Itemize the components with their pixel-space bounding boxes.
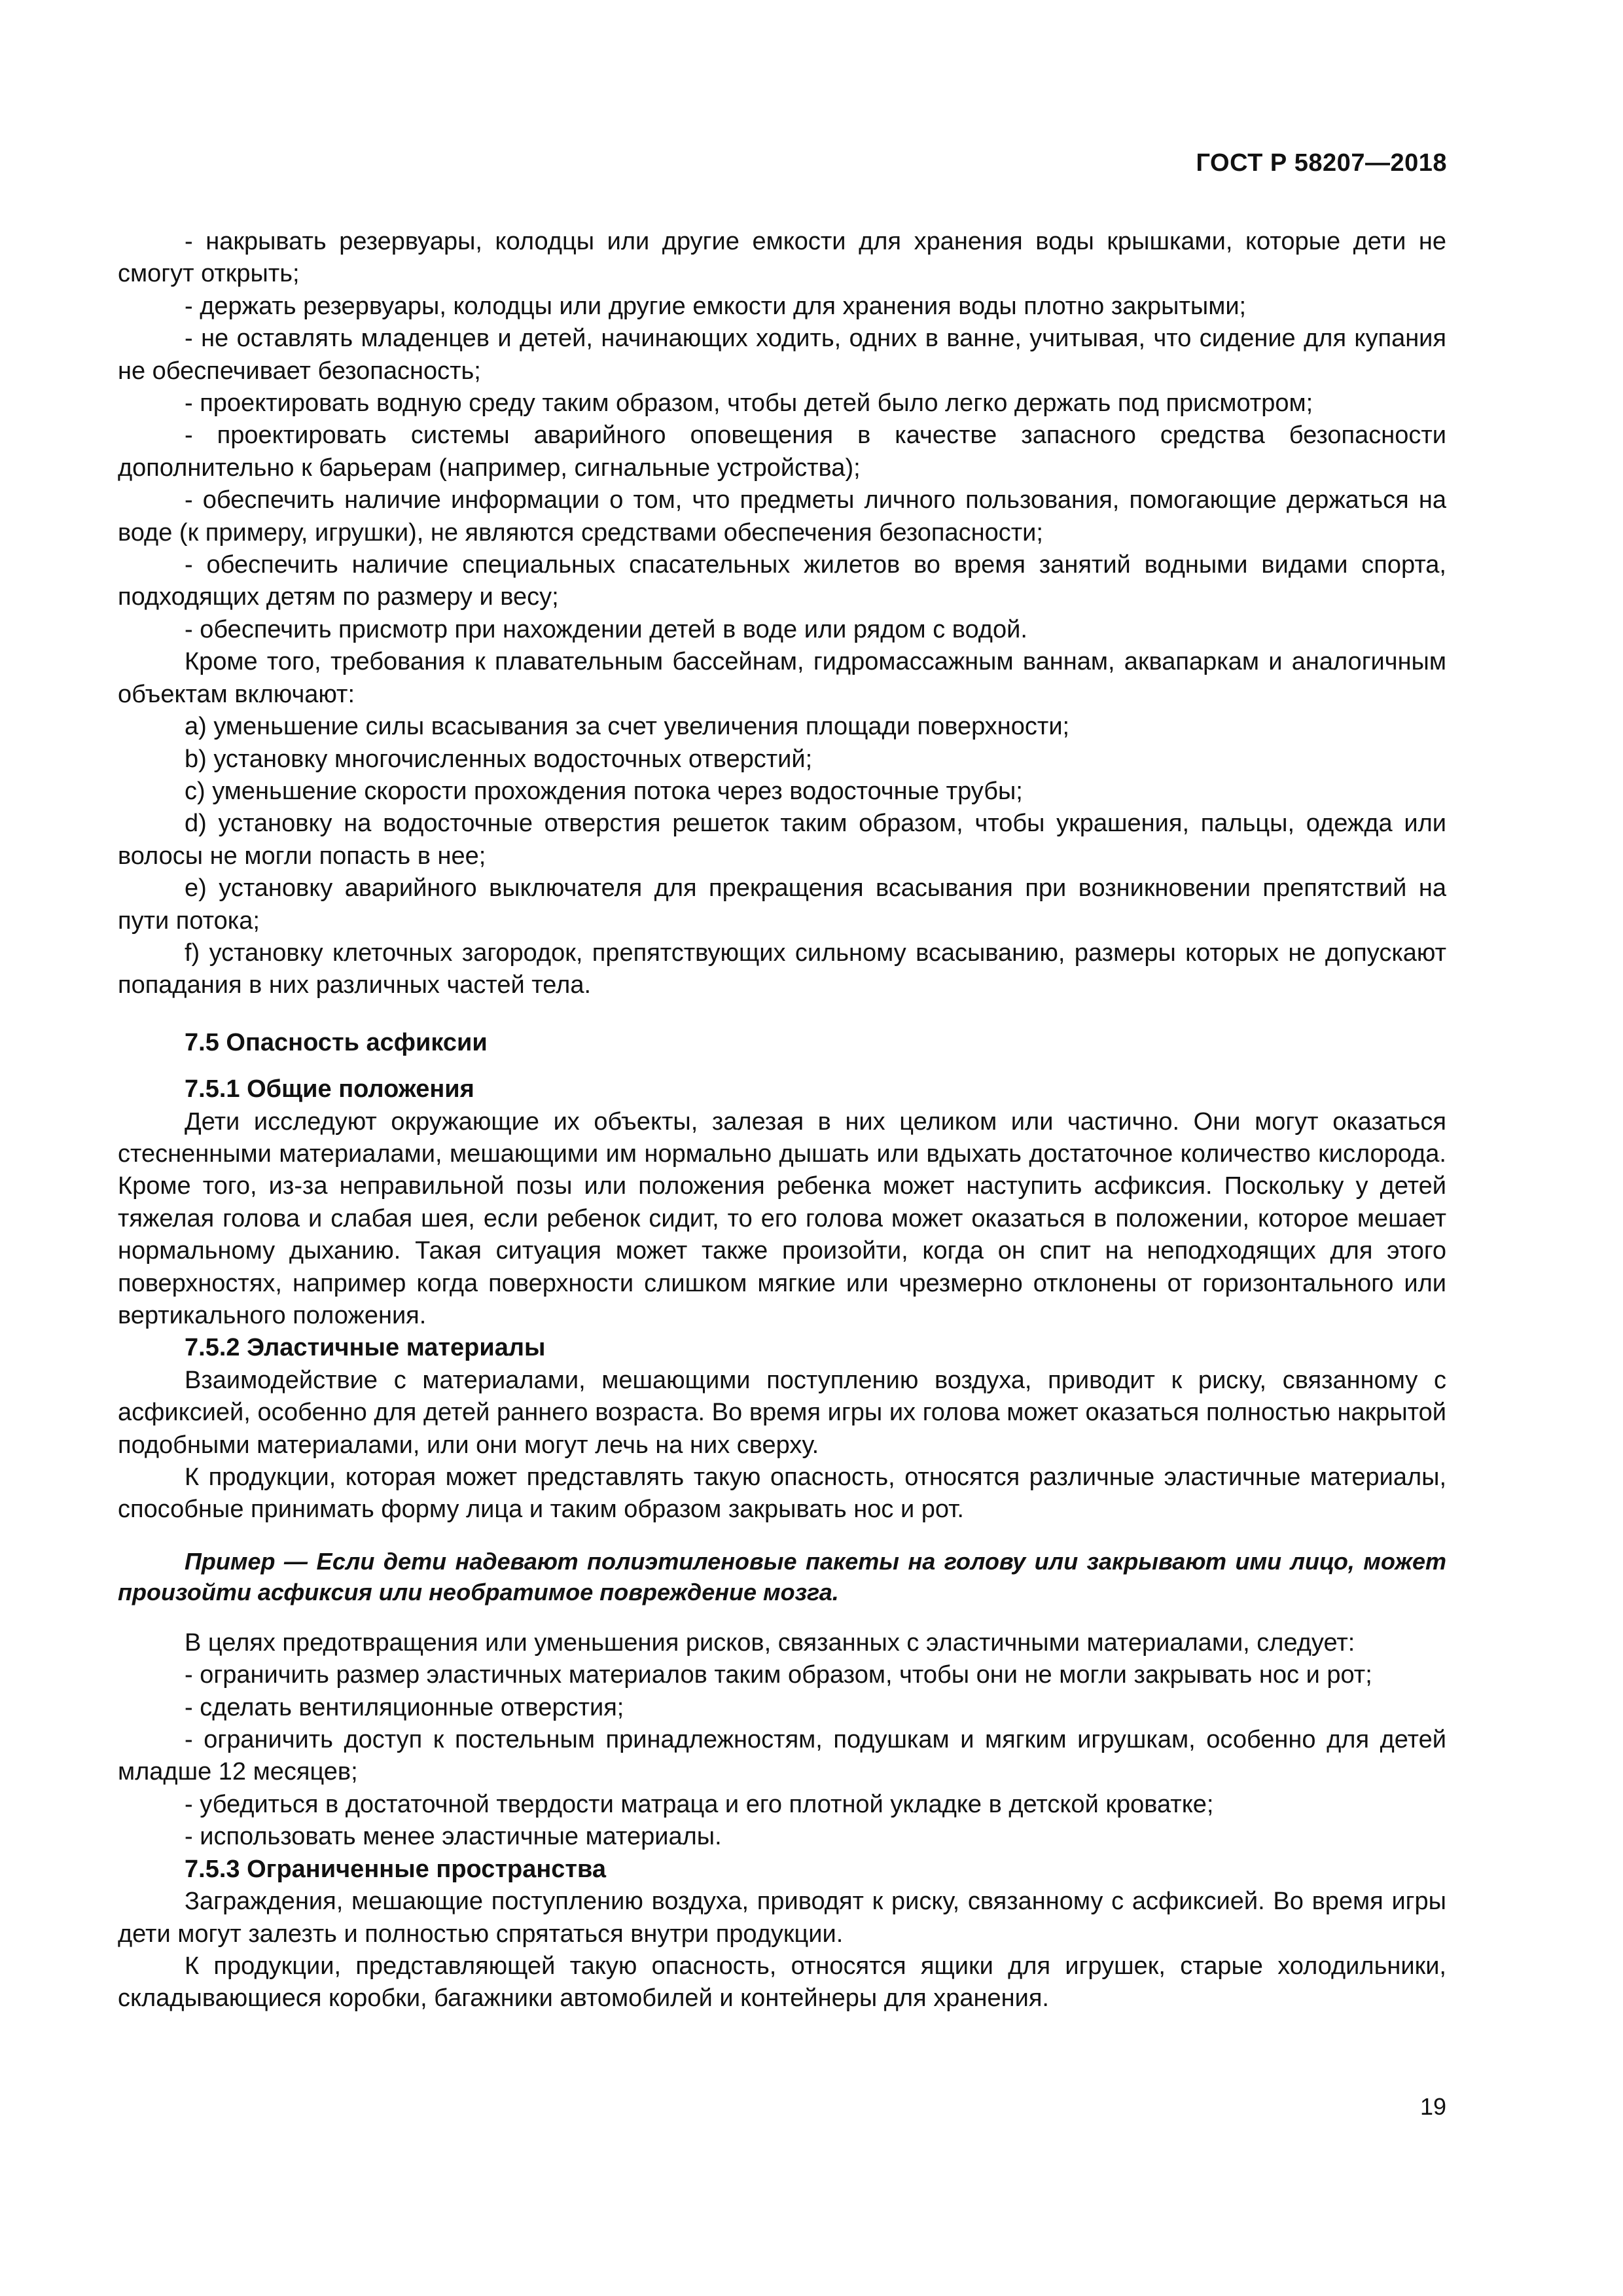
- list-item: - обеспечить наличие специальных спасательных жилетов во время занятий водными видами спорта, подходящих детям по размеру и весу;: [118, 551, 1446, 611]
- paragraph: В целях предотвращения или уменьшения рисков, связанных с эластичными материалами, следует:: [185, 1628, 1355, 1657]
- list-item: - обеспечить наличие информации о том, что предметы личного пользования, помогающие держаться на воде (к примеру, игрушки), не являются средствами обеспечения безопасности;: [118, 486, 1446, 547]
- paragraph: К продукции, представляющей такую опасность, относятся ящики для игрушек, старые холодильники, складывающиеся коробки, багажники автомобилей и контейнеры для хранения.: [118, 1952, 1446, 2013]
- list-item: - ограничить размер эластичных материалов таким образом, чтобы они не могли закрывать нос и рот;: [185, 1661, 1372, 1689]
- subsection-heading: 7.5.2 Эластичные материалы: [185, 1334, 546, 1362]
- list-item: c) уменьшение скорости прохождения потока через водосточные трубы;: [185, 777, 1023, 805]
- page-body: [118, 226, 1446, 2015]
- paragraph: Кроме того, требования к плавательным бассейнам, гидромассажным ваннам, аквапаркам и аналогичным объектам включают:: [118, 648, 1446, 708]
- paragraph: Заграждения, мешающие поступлению воздуха, приводят к риску, связанному с асфиксией. Во время игры дети могут залезть и полностью спрятаться внутри продукции.: [118, 1888, 1446, 1948]
- paragraph: К продукции, которая может представлять такую опасность, относятся различные эластичные материалы, способные принимать форму лица и таким образом закрывать нос и рот.: [118, 1463, 1446, 1524]
- list-item: - ограничить доступ к постельным принадлежностям, подушкам и мягким игрушкам, особенно для детей младше 12 месяцев;: [118, 1726, 1446, 1786]
- page-number: 19: [1419, 2093, 1446, 2120]
- subsection-heading: 7.5.1 Общие положения: [185, 1075, 474, 1103]
- list-item: - проектировать водную среду таким образом, чтобы детей было легко держать под присмотром;: [185, 389, 1313, 418]
- list-item: - использовать менее эластичные материалы.: [185, 1823, 722, 1851]
- paragraph: Дети исследуют окружающие их объекты, залезая в них целиком или частично. Они могут оказаться стесненными материалами, мешающими им нормально дышать или вдыхать достаточное количество кислорода. Кроме того, из-за неправильной позы или положения ребенка может наступить асфиксия. Поскольку у детей тяжелая голова и слабая шея, если ребенок сидит, то его голова может оказаться в положении, которое мешает нормальному дыханию. Такая ситуация может также произойти, когда он спит на неподходящих для этого поверхностях, например когда поверхности слишком мягкие или чрезмерно отклонены от горизонтального или вертикального положения.: [118, 1107, 1446, 1329]
- list-item: - проектировать системы аварийного оповещения в качестве запасного средства безопасности дополнительно к барьерам (например, сигнальные устройства);: [118, 422, 1446, 482]
- paragraph: Взаимодействие с материалами, мешающими поступлению воздуха, приводит к риску, связанному с асфиксией, особенно для детей раннего возраста. Во время игры их голова может оказаться полностью накрытой подобными материалами, или они могут лечь на них сверху.: [118, 1366, 1446, 1459]
- list-item: e) установку аварийного выключателя для прекращения всасывания при возникновении препятствий на пути потока;: [118, 874, 1446, 935]
- section-heading: 7.5 Опасность асфиксии: [185, 1028, 488, 1056]
- subsection-heading: 7.5.3 Ограниченные пространства: [185, 1855, 607, 1883]
- list-item: a) уменьшение силы всасывания за счет увеличения площади поверхности;: [185, 713, 1070, 741]
- document-code: ГОСТ Р 58207—2018: [1196, 149, 1447, 177]
- list-item: - сделать вентиляционные отверстия;: [185, 1693, 624, 1721]
- list-item: d) установку на водосточные отверстия решеток таким образом, чтобы украшения, пальцы, одежда или волосы не могли попасть в нее;: [118, 810, 1446, 870]
- list-item: - держать резервуары, колодцы или другие емкости для хранения воды плотно закрытыми;: [185, 292, 1247, 320]
- list-item: - убедиться в достаточной твердости матраца и его плотной укладке в детской кроватке;: [185, 1790, 1214, 1818]
- list-item: f) установку клеточных загородок, препятствующих сильному всасыванию, размеры которых не допускают попадания в них различных частей тела.: [118, 939, 1446, 999]
- list-item: - обеспечить присмотр при нахождении детей в воде или рядом с водой.: [185, 615, 1027, 643]
- example-note: Пример — Если дети надевают полиэтиленовые пакеты на голову или закрывают ими лицо, может произойти асфиксия или необратимое повреждение мозга.: [118, 1547, 1446, 1605]
- list-item: b) установку многочисленных водосточных отверстий;: [185, 745, 813, 773]
- list-item: - не оставлять младенцев и детей, начинающих ходить, одних в ванне, учитывая, что сидение для купания не обеспечивает безопасность;: [118, 325, 1446, 385]
- list-item: - накрывать резервуары, колодцы или другие емкости для хранения воды крышками, которые дети не смогут открыть;: [118, 228, 1446, 288]
